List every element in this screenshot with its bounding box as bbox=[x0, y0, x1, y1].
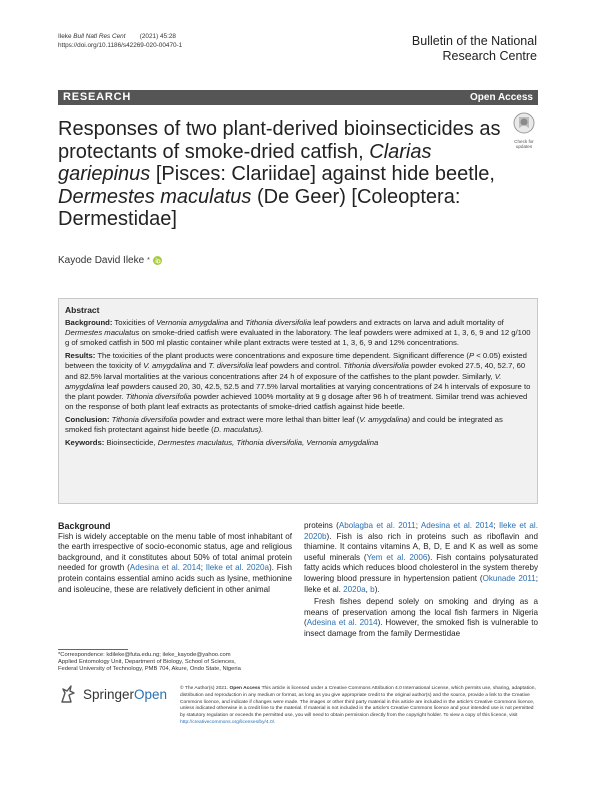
section-label: RESEARCH bbox=[63, 91, 132, 103]
citation-link[interactable]: Abolagba et al. 2011 bbox=[338, 521, 416, 530]
check-updates-line1: Check for bbox=[514, 139, 534, 144]
running-header bbox=[58, 33, 182, 50]
species-name: Tithonia diversifolia bbox=[111, 414, 178, 424]
author-name[interactable]: Kayode David Ileke bbox=[58, 255, 145, 266]
body-text: ; bbox=[493, 521, 499, 530]
footnote-rule bbox=[58, 649, 128, 650]
abstract-text: powder evoked 27.5, 40, 52.7, 60 and 82.5% larval mortalities at the various concentrations after 24 h of exposure of the catfishes to the plant powder. Similarly, bbox=[65, 361, 526, 381]
title-text: (De Geer) [Coleoptera: Dermestidae] bbox=[58, 185, 461, 231]
abstract-box bbox=[58, 298, 538, 504]
citation-link[interactable]: 2020a bbox=[343, 584, 366, 594]
check-updates-line2: updates bbox=[515, 144, 533, 150]
body-column-right bbox=[304, 521, 538, 640]
body-text: proteins ( bbox=[304, 521, 339, 530]
abstract-text: Toxicities of bbox=[114, 318, 157, 328]
author-mark: * bbox=[147, 257, 150, 264]
publisher-name: Springer bbox=[83, 686, 135, 702]
body-text: ). Fish contains polysaturated fatty acids which reduces blood cholesterol in the system thereby lowering blood pressure in hypertension patient ( bbox=[304, 552, 538, 583]
license-body: This article is licensed under a Creative Commons Attribution 4.0 International License, which permits use, sharing, adaptation, distribution and reproduction in any medium or format, as long as you give appropriate credit to the original author(s) and the source, provide a link to the Creative Commons licence, and indicate if changes were made. The images or other third party material in this article are included in the article's Creative Commons licence, unless indicated otherwise in a credit line to the material. If material is not included in the article's Creative Commons licence and your intended use is not permitted by statutory regulation or exceeds the permitted use, you will need to obtain permission directly from the copyright holder. To view a copy of this licence, visit bbox=[180, 686, 536, 719]
keyword-species: Dermestes maculatus, Tithonia diversifolia, Vernonia amygdalina bbox=[157, 438, 379, 448]
citation-link[interactable]: Ileke et al. 2020b bbox=[304, 521, 538, 541]
body-text: ; bbox=[415, 521, 421, 530]
check-for-updates-icon bbox=[510, 112, 538, 134]
correspondence-footnote bbox=[58, 652, 292, 674]
species-name: Dermestes maculatus bbox=[65, 328, 140, 338]
citation-link[interactable]: Yem et al. 2006 bbox=[366, 552, 428, 562]
author-line bbox=[58, 255, 162, 266]
article-title bbox=[58, 118, 508, 231]
body-paragraph bbox=[304, 521, 538, 595]
citation-link[interactable]: Adesina et al. 2014 bbox=[420, 521, 494, 530]
background-heading: Background bbox=[58, 521, 111, 531]
species-name: V. amygdalina bbox=[65, 371, 502, 391]
license-text bbox=[180, 686, 538, 727]
abstract-text: and bbox=[191, 361, 209, 371]
abstract-heading: Abstract bbox=[65, 305, 100, 315]
abstract-text: on smoke-dried catfish were evaluated in the laboratory. The leaf powders were admixed at 1, 3, 6, 9 and 12 g/100 g of smoked catfish in 500 ml plastic container while plant extracts were tested at 1, 3, 6, 9 and 12% concentrations. bbox=[65, 328, 531, 348]
species-name: T. diversifolia bbox=[208, 361, 254, 371]
body-text: ; Ileke et al. bbox=[304, 573, 538, 594]
springer-open-logo[interactable] bbox=[58, 684, 167, 704]
abstract-keywords bbox=[65, 438, 531, 448]
species-name: Tithonia diversifolia bbox=[125, 391, 192, 401]
abstract-conclusion bbox=[65, 415, 531, 435]
species-name: Vernonia amygdalina bbox=[156, 318, 229, 328]
body-text: ; bbox=[200, 563, 206, 573]
abstract-text: and could be integrated as smoked fish protectant against hide beetle ( bbox=[65, 414, 503, 435]
abstract-results bbox=[65, 351, 531, 412]
title-species-1: Clarias gariepinus bbox=[58, 140, 432, 186]
body-text: ). Fish protein contains essential amino acids such as lysine, methionine and isoleucine, these are relatively deficient in other animal bbox=[58, 563, 292, 594]
body-text: ). Fish is also rich in proteins such as riboflavin and thiamine. It contains vitamins A, B, D, E and K as well as some useful minerals ( bbox=[304, 531, 538, 562]
affiliation-line: Federal University of Technology, PMB 704, Akure, Ondo State, Nigeria bbox=[58, 666, 241, 673]
body-text: Fish is widely acceptable on the menu table of most inhabitant of the earth irrespective of socio-economic status, age and religious background, and it constitutes about 50% of total animal protein needed for growth ( bbox=[58, 531, 292, 573]
header-doi[interactable]: https://doi.org/10.1186/s42269-020-00470-1 bbox=[58, 41, 183, 49]
header-author: Ileke bbox=[58, 33, 72, 40]
abstract-text: leaf powders and control. bbox=[253, 361, 344, 371]
body-paragraph bbox=[58, 532, 292, 596]
abstract-background bbox=[65, 318, 531, 348]
open-access-label: Open Access bbox=[470, 92, 533, 103]
header-journal-short: Bull Natl Res Cent bbox=[73, 33, 126, 40]
body-text: ). bbox=[374, 584, 380, 594]
body-text: ). However, the smoked fish is vulnerable to insect damage from the family Dermestidae bbox=[304, 618, 538, 638]
publisher-open: Open bbox=[134, 686, 168, 702]
stat-symbol: P bbox=[468, 351, 475, 361]
citation-link[interactable]: Okunade 2011 bbox=[482, 573, 536, 583]
copyright: © The Author(s) 2021. bbox=[180, 686, 229, 691]
check-for-updates-badge[interactable] bbox=[510, 112, 538, 150]
title-species-2: Dermestes maculatus bbox=[58, 185, 252, 208]
citation-link[interactable]: b bbox=[370, 584, 375, 594]
license-link[interactable]: http://creativecommons.org/licenses/by/4.0/ bbox=[180, 719, 275, 725]
journal-name bbox=[412, 34, 537, 64]
body-text: Fresh fishes depend solely on smoking and drying as a means of preservation among the local fish farmers in Nigeria ( bbox=[304, 597, 538, 628]
abstract-text: powder achieved 100% mortality at 9 g dosage after 96 h of treatment. Similar trend was achieved on the response of both plant leaf extracts as protectants of smoke-dried catfish against hide beetle. bbox=[65, 391, 528, 411]
abstract-text: leaf powders caused 20, 30, 42.5, 52.5 and 77.5% larval mortalities at varying concentrations of 24 h intervals of exposure to the plant powder. bbox=[65, 381, 531, 401]
abstract-text: powder and extract were more lethal than bitter leaf ( bbox=[177, 414, 360, 424]
body-text: , bbox=[365, 584, 371, 594]
conclusion-label: Conclusion: bbox=[65, 414, 110, 424]
species-name: Tithonia diversifolia bbox=[343, 361, 409, 371]
journal-name-line2: Research Centre bbox=[442, 49, 537, 63]
abstract-text: The toxicities of the plant products were concentrations and exposure time dependent. Significant difference ( bbox=[97, 351, 469, 361]
license-open-access: Open Access bbox=[229, 686, 261, 691]
species-name: V. amygdalina) bbox=[359, 414, 411, 424]
title-text: Responses of two plant-derived bioinsecticides as protectants of smoke-dried catfish, bbox=[58, 118, 501, 163]
citation-link[interactable]: Adesina et al. 2014 bbox=[306, 618, 378, 628]
abstract-text: < 0.05) existed between the toxicity of bbox=[65, 351, 527, 371]
results-label: Results: bbox=[65, 351, 96, 361]
citation-link[interactable]: Ileke et al. 2020a bbox=[205, 563, 269, 573]
section-bar bbox=[58, 90, 538, 105]
body-paragraph bbox=[304, 597, 538, 639]
keyword-text: Bioinsecticide, bbox=[106, 438, 158, 448]
species-name: Tithonia diversifolia bbox=[245, 318, 312, 328]
abstract-text: and bbox=[228, 318, 246, 328]
species-name: D. maculatus). bbox=[213, 425, 264, 435]
background-label: Background: bbox=[65, 318, 113, 328]
title-text: [Pisces: Clariidae] against hide beetle, bbox=[150, 163, 495, 186]
header-volume: (2021) 45:28 bbox=[139, 33, 176, 40]
springer-horse-icon bbox=[58, 684, 78, 704]
body-column-left bbox=[58, 521, 292, 595]
license-end: . bbox=[274, 719, 276, 725]
affiliation-line: Applied Entomology Unit, Department of Biology, School of Sciences, bbox=[58, 659, 236, 666]
orcid-icon[interactable] bbox=[153, 256, 162, 265]
journal-name-line1: Bulletin of the National bbox=[411, 34, 537, 48]
species-name: V. amygdalina bbox=[143, 361, 192, 371]
abstract-text: leaf powders and extracts on larva and adult mortality of bbox=[311, 318, 504, 328]
keywords-label: Keywords: bbox=[65, 438, 105, 448]
citation-link[interactable]: Adesina et al. 2014 bbox=[129, 563, 201, 573]
correspondence-email[interactable]: *Correspondence: kdileke@futa.edu.ng; ileke_kayode@yahoo.com bbox=[58, 652, 231, 658]
